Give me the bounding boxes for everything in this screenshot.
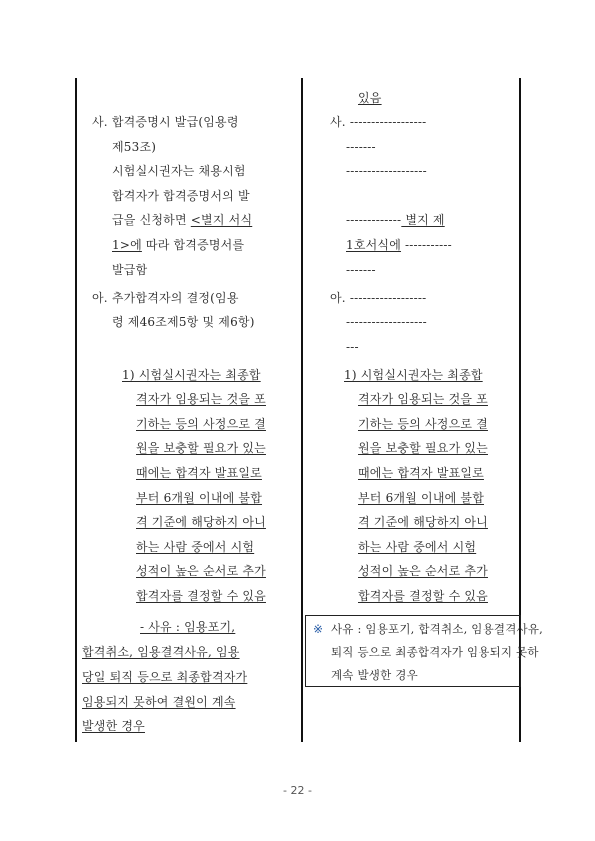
left-sa-body-4a: 1>에	[112, 238, 142, 252]
right-sa-2: -------	[346, 140, 376, 154]
right-item1-line: 성적이 높은 순서로 추가	[358, 564, 488, 578]
left-sa-body-3a: 급을 신청하면	[112, 213, 191, 227]
right-item1-line: 하는 사람 중에서 시험	[358, 540, 477, 554]
left-a-title-1: 아. 추가합격자의 결정(임용	[92, 291, 239, 305]
note-line: 사유 : 임용포기, 합격취소, 임용결격사유,	[331, 622, 544, 636]
left-item1-line: 때에는 합격자 발표일로	[136, 466, 262, 480]
right-sa-4b: 별지 제	[401, 213, 445, 227]
left-item1-line: 원을 보충할 필요가 있는	[136, 441, 266, 455]
right-a-2: -------------------	[346, 315, 427, 329]
left-reason-line: 발생한 경우	[82, 719, 145, 733]
left-reason-line: 당일 퇴직 등으로 최종합격자가	[82, 670, 248, 684]
center-divider	[301, 78, 303, 742]
left-sa-body-3b: <별지 서식	[190, 213, 253, 227]
right-sa-5a: 1호서식에	[346, 238, 402, 252]
right-sa-6: -------	[346, 263, 376, 277]
left-reason-line: 임용되지 못하여 결원이 계속	[82, 695, 236, 709]
right-sa-1: 사. ------------------	[330, 115, 427, 129]
left-sa-title-1: 사. 합격증명시 발급(임용령	[92, 115, 239, 129]
right-item1-line: 부터 6개월 이내에 불합	[358, 491, 485, 505]
right-item1-line: 기하는 등의 사정으로 결	[358, 417, 488, 431]
left-reason-line: - 사유 : 임용포기,	[140, 620, 236, 634]
left-sa-body-2: 합격자가 합격증명서의 발	[112, 189, 250, 203]
left-item1-line: 격자가 임용되는 것을 포	[136, 392, 266, 406]
left-reason-line: 합격취소, 임용결격사유, 임용	[82, 645, 240, 659]
left-sa-title-2: 제53조)	[112, 140, 157, 154]
left-item1-line: 1) 시험실시권자는 최종합	[122, 368, 261, 382]
left-sa-body-3	[112, 212, 252, 228]
right-a-1: 아. ------------------	[330, 291, 427, 305]
right-item1-line: 1) 시험실시권자는 최종합	[344, 368, 483, 382]
left-item1-line: 합격자를 결정할 수 있음	[136, 589, 266, 603]
left-item1-line: 하는 사람 중에서 시험	[136, 540, 255, 554]
right-item1-line: 합격자를 결정할 수 있음	[358, 589, 488, 603]
right-sa-3: -------------------	[346, 164, 427, 178]
right-sa-4a: -------------	[346, 213, 402, 227]
right-item1-line: 격 기준에 해당하지 아니	[358, 515, 488, 529]
right-sa-4	[346, 212, 445, 228]
left-item1-line: 부터 6개월 이내에 불합	[136, 491, 263, 505]
note-line: 퇴직 등으로 최종합격자가 임용되지 못하	[331, 645, 539, 659]
left-a-title-2: 령 제46조제5항 및 제6항)	[112, 315, 255, 329]
left-item1-line: 성적이 높은 순서로 추가	[136, 564, 266, 578]
left-sa-body-1: 시험실시권자는 채용시험	[112, 164, 246, 178]
right-item1-line: 때에는 합격자 발표일로	[358, 466, 484, 480]
left-sa-body-4	[112, 237, 244, 253]
page-number: - 22 -	[283, 784, 312, 797]
left-item1-line: 격 기준에 해당하지 아니	[136, 515, 266, 529]
note-mark: ※	[313, 622, 324, 636]
right-sa-5b: -----------	[401, 238, 452, 252]
right-sa-5	[346, 237, 452, 253]
right-item1-line: 격자가 임용되는 것을 포	[358, 392, 488, 406]
left-item1-line: 기하는 등의 사정으로 결	[136, 417, 266, 431]
left-sa-body-5: 발급함	[112, 263, 148, 277]
left-sa-body-4b: 따라 합격증명서를	[141, 238, 245, 252]
right-item1-line: 원을 보충할 필요가 있는	[358, 441, 488, 455]
right-a-3: ---	[346, 340, 359, 354]
note-line: 계속 발생한 경우	[331, 668, 418, 682]
left-border	[75, 78, 77, 742]
right-top-text: 있음	[358, 91, 382, 105]
